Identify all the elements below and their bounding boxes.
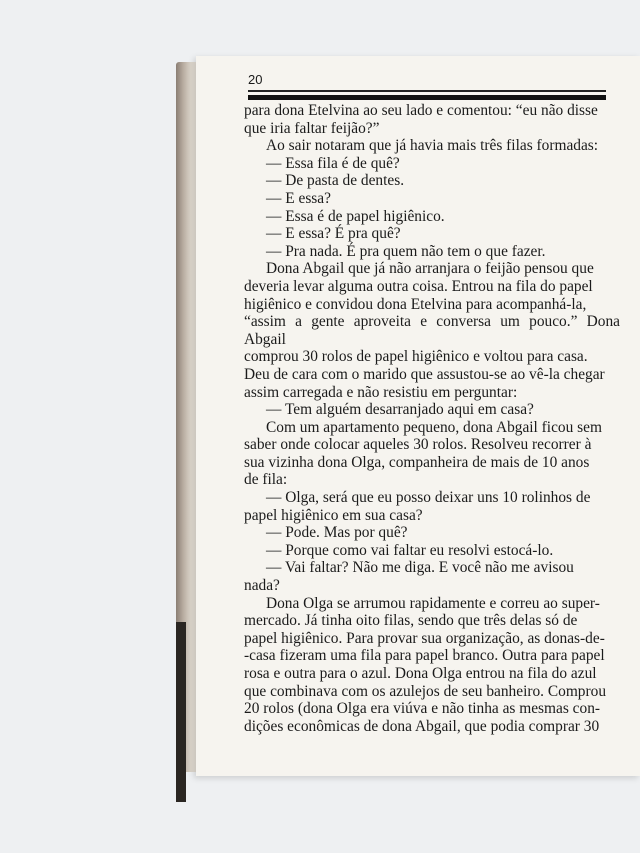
text-line: — Pode. Mas por quê? [266,524,408,542]
text-line: de fila: [244,471,288,489]
text-line: Com um apartamento pequeno, dona Abgail ficou sem [266,418,602,436]
header-rule-thin [248,90,606,92]
text-line: — Pra nada. É pra quem não tem o que fazer. [266,242,546,260]
text-line: — De pasta de dentes. [266,172,405,190]
text-line: mercado. Já tinha oito filas, sendo que três delas só de [244,612,578,630]
text-line: para dona Etelvina ao seu lado e comentou: “eu não disse [244,102,598,119]
text-line: deveria levar alguma outra coisa. Entrou na fila do papel [244,277,593,295]
text-line: — Olga, será que eu posso deixar uns 10 rolinhos de [266,489,591,507]
text-line: “assim a gente aproveita e conversa um pouco.” Dona Abgail [244,313,620,348]
text-line: que combinava com os azulejos de seu banheiro. Comprou [244,682,607,700]
text-line: papel higiênico em sua casa? [244,506,423,524]
text-line: — E essa? É pra quê? [266,225,401,243]
text-line: Dona Abgail que já não arranjara o feijão pensou que [266,260,594,278]
text-line: — E essa? [266,189,331,207]
text-line: Ao sair notaram que já havia mais três filas formadas: [266,137,599,155]
page-number: 20 [248,72,263,87]
text-line: — Vai faltar? Não me diga. E você não me avisou [266,559,574,577]
text-line: saber onde colocar aqueles 30 rolos. Resolveu recorrer à [244,436,592,454]
text-line: — Porque como vai faltar eu resolvi estocá-lo. [266,541,554,559]
text-line: dições econômicas de dona Abgail, que podia comprar 30 [244,717,600,735]
text-line: rosa e outra para o azul. Dona Olga entrou na fila do azul [244,665,597,682]
text-line: 20 rolos (dona Olga era viúva e não tinha as mesmas con- [244,700,601,718]
text-line: nada? [244,577,280,595]
text-line: papel higiênico. Para provar sua organização, as donas-de- [244,629,605,647]
text-line: que iria faltar feijão?” [244,119,380,137]
text-line: — Essa é de papel higiênico. [266,207,445,225]
text-line: — Essa fila é de quê? [266,154,400,172]
text-line: Dona Olga se arrumou rapidamente e correu ao super- [266,594,600,612]
text-line: sua vizinha dona Olga, companheira de mais de 10 anos [244,453,590,471]
header-rule-thick [248,95,606,100]
text-line: Deu de cara com o marido que assustou-se ao vê-la chegar [244,365,605,383]
text-line: — Tem alguém desarranjado aqui em casa? [266,401,534,419]
text-line: -casa fizeram uma fila para papel branco. Outra para papel [244,647,605,665]
page-header [248,70,608,102]
book-cover-edge [176,622,186,802]
text-line: assim carregada e não resistiu em perguntar: [244,383,518,401]
body-text [244,102,620,735]
text-line: higiênico e convidou dona Etelvina para acompanhá-la, [244,295,587,313]
book-page [196,56,640,776]
text-line: comprou 30 rolos de papel higiênico e voltou para casa. [244,348,588,366]
